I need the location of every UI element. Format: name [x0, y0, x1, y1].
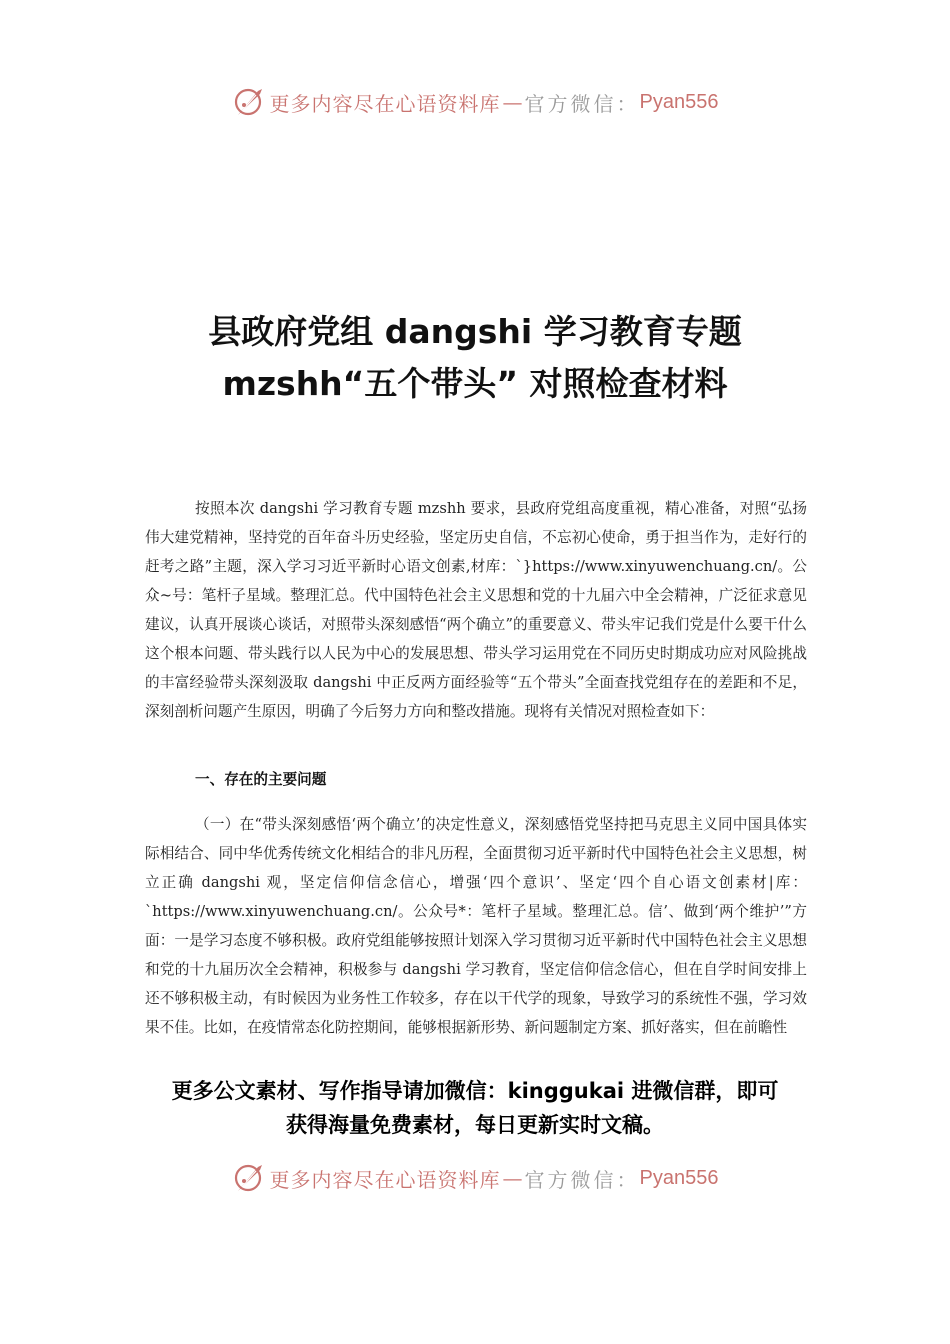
banner-dash: — [502, 90, 523, 114]
promo-line-1: 更多公文素材、写作指导请加微信：kinggukai 进微信群，即可 [171, 1079, 779, 1103]
document-title-line-1: 县政府党组 dangshi 学习教育专题 [208, 312, 742, 351]
banner-text: 更多内容尽在心语资料库 [269, 91, 501, 116]
quill-logo-icon [232, 1161, 266, 1195]
section-paragraph: （一）在“带头深刻感悟‘两个确立’的决定性意义，深刻感悟党坚持把马克思主义同中国具体实际相结合、同中华优秀传统文化相结合的非凡历程，全面贯彻习近平新时代中国特色社会主义思想，树立正确 dangshi 观，坚定信仰信念信心，增强‘四个意识’、坚定‘四个自心语文创素材|库：`https://www.xinyuwenchuang.cn/。公众号*：笔杆子星域。整理汇总。信’、做到‘两个维护’”方面：一是学习态度不够积极。政府党组能够按照计划深入学习贯彻习近平新时代中国特色社会主义思想和党的十九届历次全会精神，积极参与 dangshi 学习教育，坚定信仰信念信心，但在自学时间安排上还不够积极主动，有时候因为业务性工作较多，存在以干代学的现象，导致学习的系统性不强，学习效果不佳。比如，在疫情常态化防控期间，能够根据新形势、新问题制定方案、抓好落实，但在前瞻性 [145, 816, 807, 1036]
footer-watermark-banner [0, 1158, 950, 1198]
banner-text: 更多内容尽在心语资料库 [269, 1167, 501, 1192]
promo-line-2: 获得海量免费素材，每日更新实时文稿。 [286, 1113, 664, 1137]
intro-paragraph: 按照本次 dangshi 学习教育专题 mzshh 要求，县政府党组高度重视，精心准备，对照“弘扬伟大建党精神，坚持党的百年奋斗历史经验，坚定历史自信，不忘初心使命，勇于担当作为，走好行的赶考之路”主题，深入学习习近平新时心语文创素,材库：`}https://www.xinyuwenchuang.cn/。公众~号：笔杆子星域。整理汇总。代中国特色社会主义思想和党的十九届六中全会精神，广泛征求意见建议，认真开展谈心谈话，对照带头深刻感悟“两个确立”的重要意义、带头牢记我们党是什么要干什么这个根本问题、带头践行以人民为中心的发展思想、带头学习运用党在不同历史时期成功应对风险挑战的丰富经验带头深刻汲取 dangshi 中正反两方面经验等“五个带头”全面查找党组存在的差距和不足，深刻剖析问题产生原因，明确了今后努力方向和整改措施。现将有关情况对照检查如下： [145, 500, 807, 720]
banner-wechat-label: 官方微信： [524, 1167, 640, 1192]
banner-wechat-label: 官方微信： [524, 91, 640, 116]
header-watermark-banner [0, 82, 950, 122]
banner-wechat-id: Pyan556 [639, 1166, 719, 1189]
banner-wechat-id: Pyan556 [639, 90, 719, 113]
section-heading: 一、存在的主要问题 [195, 771, 327, 788]
quill-logo-icon [232, 85, 266, 119]
document-title-line-2: mzshh“五个带头” 对照检查材料 [222, 364, 728, 403]
banner-dash: — [502, 1166, 523, 1190]
